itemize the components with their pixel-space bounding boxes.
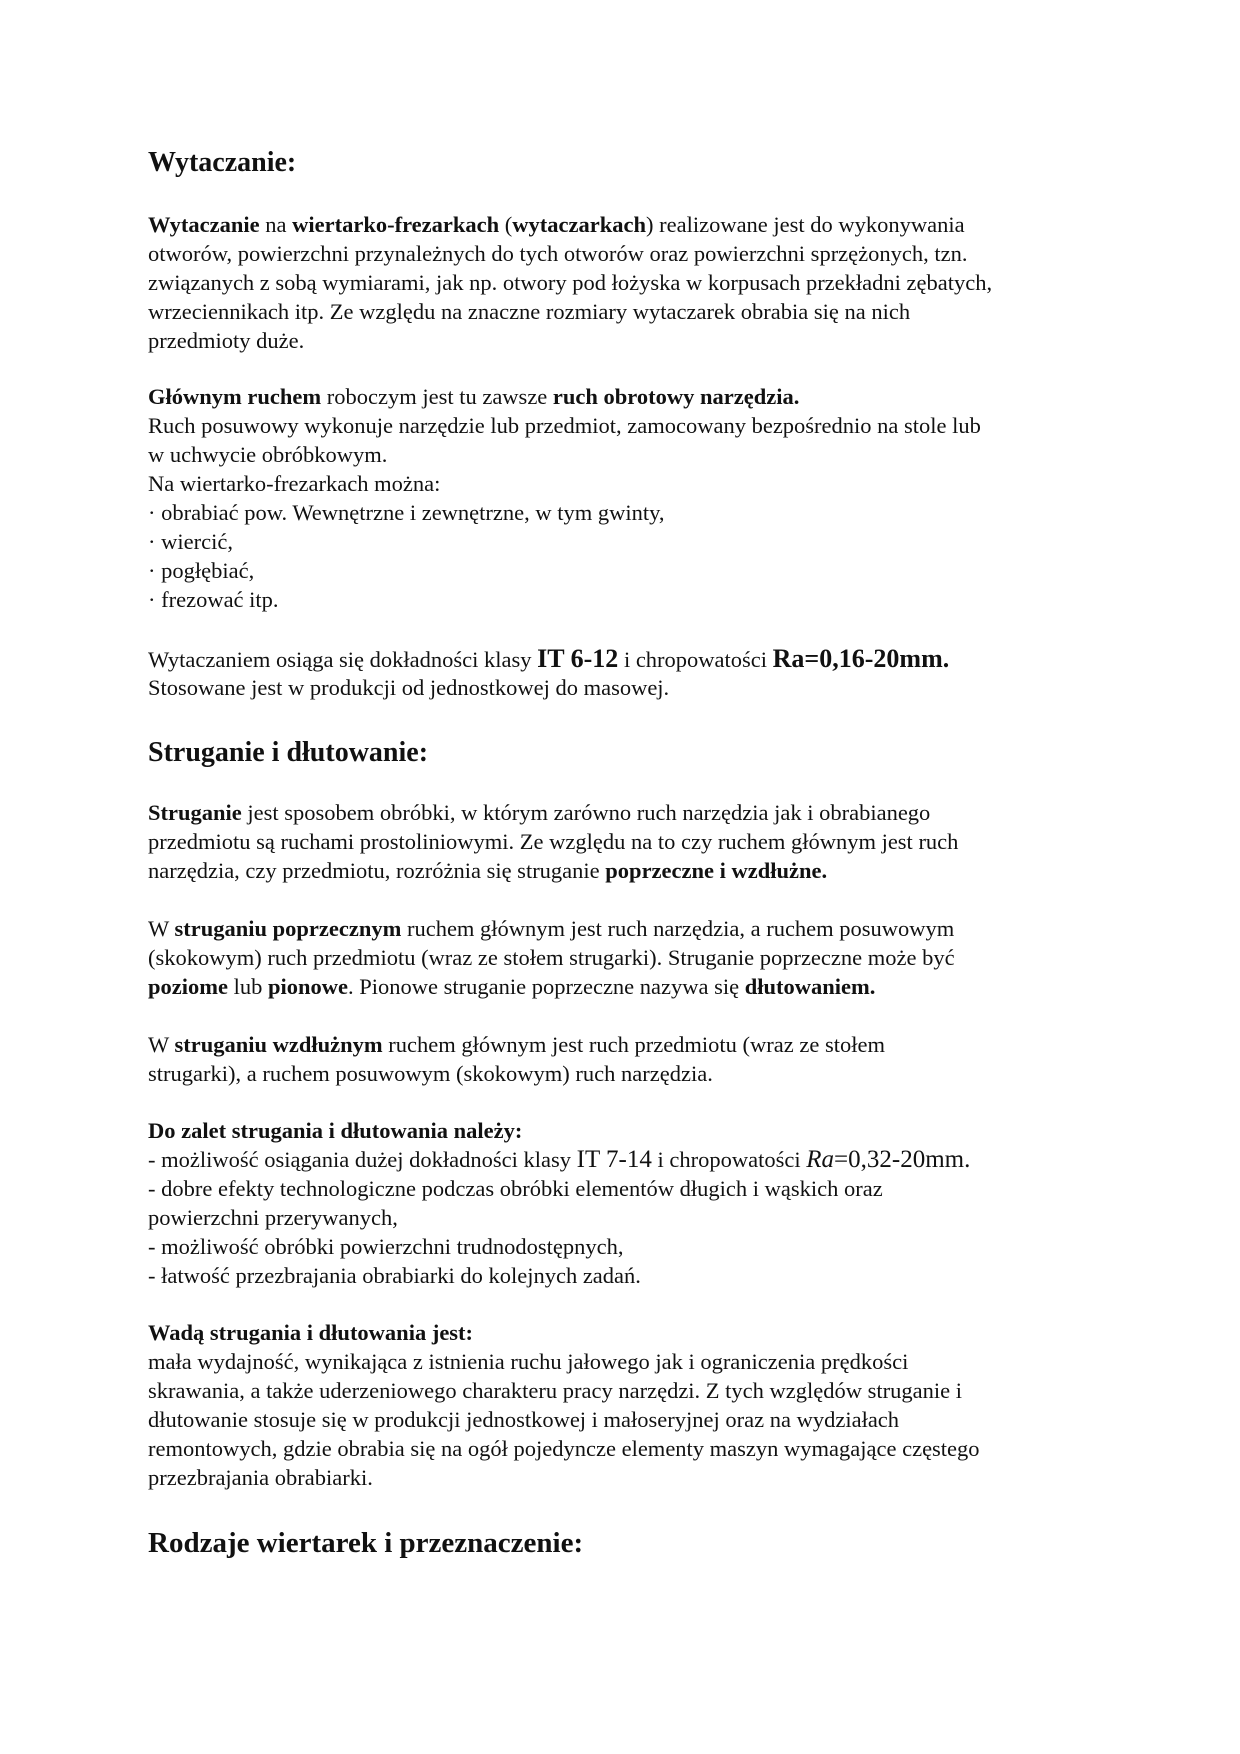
paragraph-line: Wytaczaniem osiąga się dokładności klasy IT 6-12 i chropowatości Ra=0,16-20mm.	[148, 644, 950, 673]
heading-wytaczanie: Wytaczanie:	[148, 147, 297, 178]
list-item: - dobre efekty technologiczne podczas obróbki elementów długich i wąskich oraz	[148, 1176, 883, 1201]
paragraph-line: przezbrajania obrabiarki.	[148, 1465, 373, 1490]
heading-struganie: Struganie i dłutowanie:	[148, 737, 429, 768]
paragraph-line: związanych z sobą wymiarami, jak np. otwory pod łożyska w korpusach przekładni zębatych,	[148, 270, 993, 295]
subheading-disadvantages: Wadą strugania i dłutowania jest:	[148, 1320, 474, 1345]
paragraph-line: remontowych, gdzie obrabia się na ogół pojedyncze elementy maszyn wymagające częstego	[148, 1436, 980, 1461]
heading-rodzaje-wiertarek: Rodzaje wiertarek i przeznaczenie:	[148, 1527, 584, 1559]
list-item: · frezować itp.	[148, 587, 279, 612]
list-item: · pogłębiać,	[148, 558, 255, 583]
paragraph-line: W struganiu poprzecznym ruchem głównym jest ruch narzędzia, a ruchem posuwowym	[148, 916, 955, 941]
list-item: - możliwość obróbki powierzchni trudnodostępnych,	[148, 1234, 624, 1259]
paragraph-line: przedmiotu są ruchami prostoliniowymi. Ze względu na to czy ruchem głównym jest ruch	[148, 829, 959, 854]
subheading-advantages: Do zalet strugania i dłutowania należy:	[148, 1118, 523, 1143]
paragraph-line: przedmioty duże.	[148, 328, 305, 353]
paragraph-line: strugarki), a ruchem posuwowym (skokowym) ruch narzędzia.	[148, 1061, 713, 1086]
list-item: · obrabiać pow. Wewnętrzne i zewnętrzne, w tym gwinty,	[148, 500, 665, 525]
paragraph-line: Na wiertarko-frezarkach można:	[148, 471, 441, 496]
list-item: - łatwość przezbrajania obrabiarki do kolejnych zadań.	[148, 1263, 641, 1288]
list-item: - możliwość osiągania dużej dokładności klasy IT 7-14 i chropowatości Ra=0,32-20mm.	[148, 1146, 971, 1173]
paragraph-line: skrawania, a także uderzeniowego charakteru pracy narzędzi. Z tych względów struganie i	[148, 1378, 962, 1403]
paragraph-line: W struganiu wzdłużnym ruchem głównym jest ruch przedmiotu (wraz ze stołem	[148, 1032, 885, 1057]
paragraph-line: Wytaczanie na wiertarko-frezarkach (wytaczarkach) realizowane jest do wykonywania	[148, 212, 965, 237]
paragraph-line: dłutowanie stosuje się w produkcji jednostkowej i małoseryjnej oraz na wydziałach	[148, 1407, 900, 1432]
list-item: powierzchni przerywanych,	[148, 1205, 398, 1230]
paragraph-line: wrzeciennikach itp. Ze względu na znaczne rozmiary wytaczarek obrabia się na nich	[148, 299, 911, 324]
paragraph-line: Struganie jest sposobem obróbki, w którym zarówno ruch narzędzia jak i obrabianego	[148, 800, 931, 825]
paragraph-line: Stosowane jest w produkcji od jednostkowej do masowej.	[148, 675, 670, 700]
paragraph-line: narzędzia, czy przedmiotu, rozróżnia się struganie poprzeczne i wzdłużne.	[148, 858, 828, 883]
paragraph-line: mała wydajność, wynikająca z istnienia ruchu jałowego jak i ograniczenia prędkości	[148, 1349, 909, 1374]
paragraph-line: w uchwycie obróbkowym.	[148, 442, 388, 467]
paragraph-line: otworów, powierzchni przynależnych do tych otworów oraz powierzchni sprzężonych, tzn.	[148, 241, 968, 266]
paragraph-line: Ruch posuwowy wykonuje narzędzie lub przedmiot, zamocowany bezpośrednio na stole lub	[148, 413, 981, 438]
paragraph-line: Głównym ruchem roboczym jest tu zawsze ruch obrotowy narzędzia.	[148, 384, 800, 409]
list-item: · wiercić,	[148, 529, 233, 554]
paragraph-line: (skokowym) ruch przedmiotu (wraz ze stołem strugarki). Struganie poprzeczne może być	[148, 945, 955, 970]
paragraph-line: poziome lub pionowe. Pionowe struganie poprzeczne nazywa się dłutowaniem.	[148, 974, 876, 999]
